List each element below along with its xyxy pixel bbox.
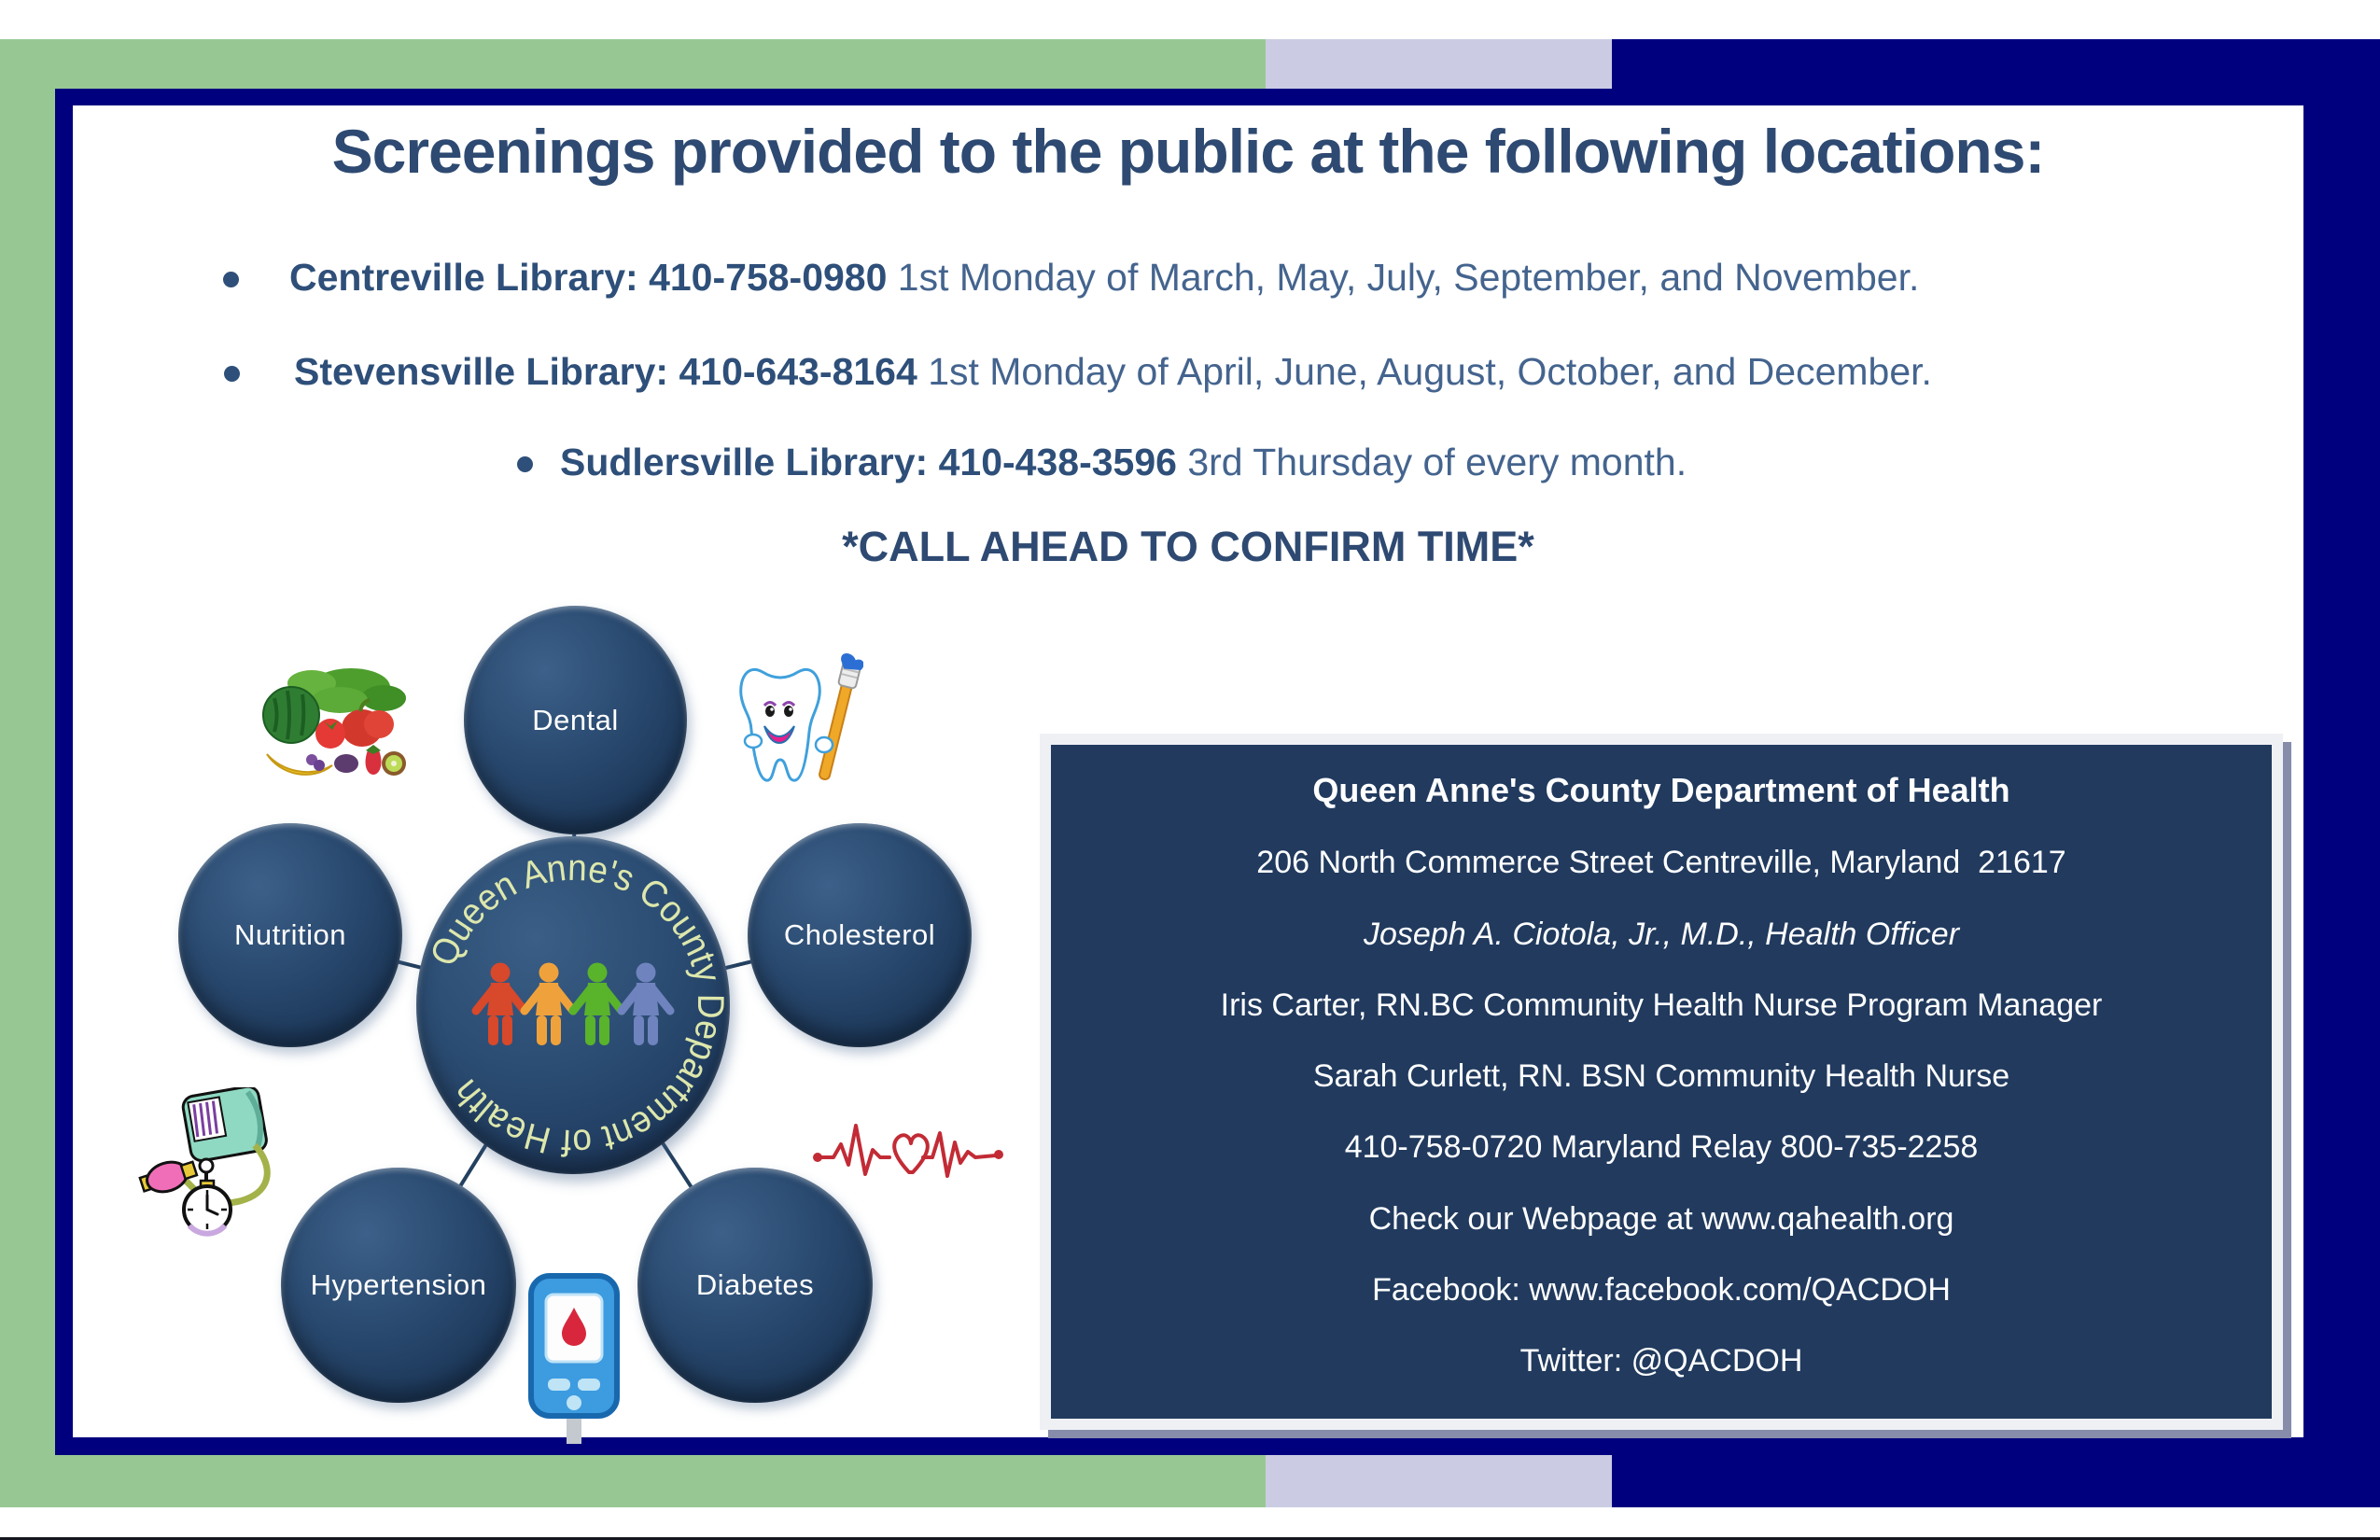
info-program-manager: Iris Carter, RN.BC Community Health Nurse Program Manager [1220, 987, 2103, 1023]
node-cholesterol [748, 823, 972, 1047]
bullet-centreville-rest: 1st Monday of March, May, July, September, and November. [887, 256, 1920, 299]
node-dental [464, 606, 687, 834]
info-facebook: Facebook: www.facebook.com/QACDOH [1372, 1271, 1951, 1308]
info-webpage: Check our Webpage at www.qahealth.org [1368, 1200, 1954, 1237]
node-hypertension-label: Hypertension [310, 1268, 487, 1301]
people-icon [476, 963, 670, 1046]
node-cholesterol-label: Cholesterol [783, 918, 936, 951]
node-nutrition-label: Nutrition [234, 918, 346, 951]
bullet-sudlersville-rest: 3rd Thursday of every month. [1176, 441, 1687, 483]
info-phone: 410-758-0720 Maryland Relay 800-735-2258 [1344, 1129, 1979, 1166]
ekg-heartbeat-icon [813, 1105, 1005, 1191]
fruits-vegetables-icon [258, 659, 413, 786]
info-title: Queen Anne's County Department of Health [1312, 771, 2010, 809]
info-health-officer: Joseph A. Ciotola, Jr., M.D., Health Officer [1363, 916, 1960, 952]
node-dental-label: Dental [532, 703, 619, 736]
contact-info-lines [1051, 745, 2272, 1419]
bullet-stevensville-rest: 1st Monday of April, June, August, October, and December. [917, 350, 1932, 393]
center-hub-circle [416, 836, 730, 1174]
bullet-stevensville-bold: Stevensville Library: 410-643-8164 [294, 350, 917, 393]
tooth-toothbrush-icon [733, 653, 863, 793]
info-address: 206 North Commerce Street Centreville, Maryland 21617 [1256, 845, 2066, 881]
bullet-sudlersville-bold: Sudlersville Library: 410-438-3596 [560, 441, 1177, 483]
center-curved-text: Queen Anne's County Department of Health [422, 847, 730, 1164]
toothbrush [812, 653, 863, 782]
contact-info-box [1040, 734, 2283, 1430]
node-nutrition [178, 823, 402, 1047]
info-health-nurse: Sarah Curlett, RN. BSN Community Health Nurse [1312, 1058, 2010, 1094]
node-hypertension [281, 1168, 516, 1403]
node-diabetes-label: Diabetes [695, 1268, 815, 1301]
blood-pressure-monitor-icon [135, 1087, 275, 1237]
bullet-centreville-bold: Centreville Library: 410-758-0980 [289, 256, 888, 299]
info-twitter: Twitter: @QACDOH [1519, 1343, 1803, 1379]
page-title: Screenings provided to the public at the following locations: [331, 117, 2045, 186]
call-ahead-note: *CALL AHEAD TO CONFIRM TIME* [842, 523, 1534, 570]
glucose-meter-icon [527, 1272, 621, 1448]
node-diabetes [637, 1168, 873, 1403]
center-hub-graphic [416, 836, 730, 1174]
